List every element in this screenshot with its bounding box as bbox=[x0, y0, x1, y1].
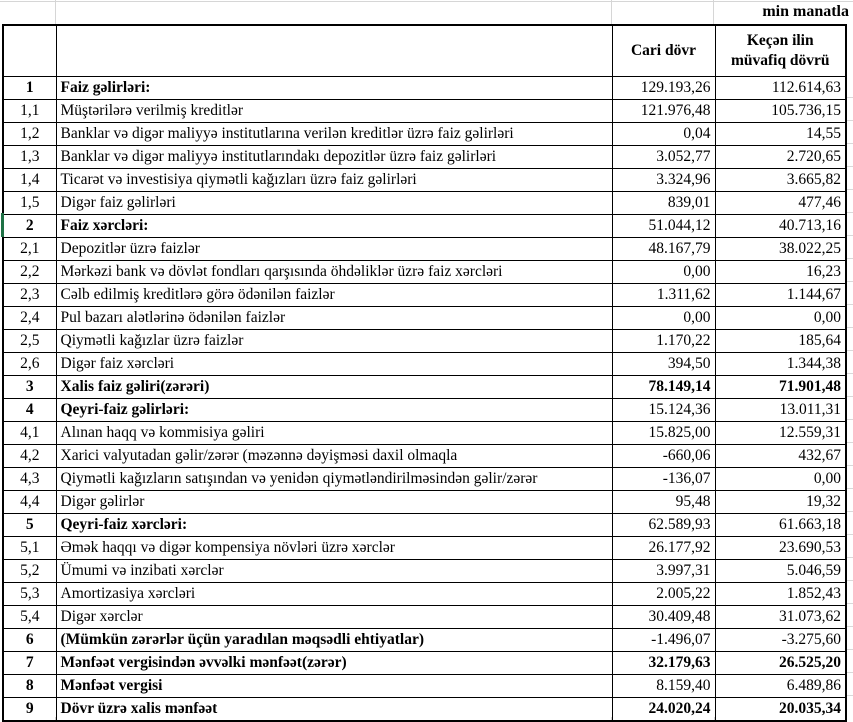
table-row bbox=[3, 399, 846, 422]
table-row bbox=[3, 238, 846, 261]
table-header bbox=[3, 25, 846, 77]
current-value-cell: 2.005,22 bbox=[612, 583, 715, 606]
row-number-cell: 5,1 bbox=[3, 537, 56, 560]
table-row bbox=[3, 491, 846, 514]
row-label-cell: Faiz gəlirləri: bbox=[56, 77, 612, 100]
current-value-cell: 0,00 bbox=[612, 261, 715, 284]
row-label-cell: Qeyri-faiz xərcləri: bbox=[56, 514, 612, 537]
previous-value-cell: 19,32 bbox=[715, 491, 846, 514]
previous-value-cell: 477,46 bbox=[715, 192, 846, 215]
row-number-cell: 6 bbox=[3, 629, 56, 652]
table-row bbox=[3, 422, 846, 445]
current-value-cell: 32.179,63 bbox=[612, 652, 715, 675]
previous-value-cell: 31.073,62 bbox=[715, 606, 846, 629]
row-number-cell: 1,1 bbox=[3, 100, 56, 123]
current-value-cell: 8.159,40 bbox=[612, 675, 715, 698]
table-row bbox=[3, 445, 846, 468]
table-row bbox=[3, 629, 846, 652]
row-number-cell: 4,3 bbox=[3, 468, 56, 491]
previous-value-cell: -3.275,60 bbox=[715, 629, 846, 652]
row-number-cell: 1,3 bbox=[3, 146, 56, 169]
table-row bbox=[3, 330, 846, 353]
row-number-cell: 1 bbox=[3, 77, 56, 100]
previous-value-cell: 61.663,18 bbox=[715, 514, 846, 537]
row-number-cell: 2,4 bbox=[3, 307, 56, 330]
current-value-cell: -1.496,07 bbox=[612, 629, 715, 652]
previous-value-cell: 185,64 bbox=[715, 330, 846, 353]
previous-value-cell: 112.614,63 bbox=[715, 77, 846, 100]
header-row bbox=[3, 25, 846, 77]
table-body bbox=[3, 77, 846, 722]
gridline-horizontal bbox=[0, 1, 853, 2]
row-label-cell: Banklar və digər maliyyə institutlarına verilən kreditlər üzrə faiz gəlirləri bbox=[56, 123, 612, 146]
table-row bbox=[3, 261, 846, 284]
row-number-cell: 9 bbox=[3, 698, 56, 722]
selection-indicator bbox=[1, 213, 4, 237]
previous-value-cell: 0,00 bbox=[715, 468, 846, 491]
current-value-cell: 24.020,24 bbox=[612, 698, 715, 722]
gridline-vertical bbox=[611, 0, 612, 24]
table-row bbox=[3, 675, 846, 698]
previous-value-cell: 432,67 bbox=[715, 445, 846, 468]
current-value-cell: 3.324,96 bbox=[612, 169, 715, 192]
previous-value-cell: 1.144,67 bbox=[715, 284, 846, 307]
previous-value-cell: 71.901,48 bbox=[715, 376, 846, 399]
current-value-cell: -136,07 bbox=[612, 468, 715, 491]
current-value-cell: 15.124,36 bbox=[612, 399, 715, 422]
row-label-cell: Digər gəlirlər bbox=[56, 491, 612, 514]
current-value-cell: 15.825,00 bbox=[612, 422, 715, 445]
previous-value-cell: 16,23 bbox=[715, 261, 846, 284]
row-number-cell: 2 bbox=[3, 215, 56, 238]
previous-value-cell: 20.035,34 bbox=[715, 698, 846, 722]
table-row bbox=[3, 215, 846, 238]
row-number-cell: 2,3 bbox=[3, 284, 56, 307]
row-label-cell: Ticarət və investisiya qiymətli kağızları üzrə faiz gəlirləri bbox=[56, 169, 612, 192]
row-number-cell: 5,4 bbox=[3, 606, 56, 629]
row-label-cell: Əmək haqqı və digər kompensiya növləri üzrə xərclər bbox=[56, 537, 612, 560]
row-number-cell: 7 bbox=[3, 652, 56, 675]
row-number-cell: 2,1 bbox=[3, 238, 56, 261]
row-number-cell: 1,4 bbox=[3, 169, 56, 192]
table-row bbox=[3, 652, 846, 675]
table-row bbox=[3, 77, 846, 100]
previous-value-cell: 14,55 bbox=[715, 123, 846, 146]
previous-value-cell: 40.713,16 bbox=[715, 215, 846, 238]
row-label-cell: Müştərilərə verilmiş kreditlər bbox=[56, 100, 612, 123]
row-number-cell: 4 bbox=[3, 399, 56, 422]
previous-value-cell: 1.344,38 bbox=[715, 353, 846, 376]
row-label-cell: Amortizasiya xərcləri bbox=[56, 583, 612, 606]
row-label-cell: Digər faiz gəlirləri bbox=[56, 192, 612, 215]
previous-value-cell: 6.489,86 bbox=[715, 675, 846, 698]
row-label-cell: Qiymətli kağızların satışından və yenidən qiymətləndirilməsindən gəlir/zərər bbox=[56, 468, 612, 491]
current-value-cell: 0,04 bbox=[612, 123, 715, 146]
row-label-cell: Dövr üzrə xalis mənfəət bbox=[56, 698, 612, 722]
current-value-cell: 1.311,62 bbox=[612, 284, 715, 307]
row-number-cell: 5,2 bbox=[3, 560, 56, 583]
row-label-cell: Ümumi və inzibati xərclər bbox=[56, 560, 612, 583]
current-value-cell: 48.167,79 bbox=[612, 238, 715, 261]
previous-value-cell: 26.525,20 bbox=[715, 652, 846, 675]
row-number-cell: 2,5 bbox=[3, 330, 56, 353]
table-row bbox=[3, 376, 846, 399]
header-previous-line2: müvafiq dövrü bbox=[730, 52, 830, 69]
previous-value-cell: 2.720,65 bbox=[715, 146, 846, 169]
table-row bbox=[3, 514, 846, 537]
gridline-row-stubs bbox=[847, 75, 853, 716]
table-row bbox=[3, 192, 846, 215]
current-value-cell: 129.193,26 bbox=[612, 77, 715, 100]
previous-value-cell: 13.011,31 bbox=[715, 399, 846, 422]
table-row bbox=[3, 537, 846, 560]
current-value-cell: 62.589,93 bbox=[612, 514, 715, 537]
table-row bbox=[3, 169, 846, 192]
row-label-cell: Alınan haqq və kommisiya gəliri bbox=[56, 422, 612, 445]
current-value-cell: 3.997,31 bbox=[612, 560, 715, 583]
income-statement-table bbox=[2, 24, 847, 722]
current-value-cell: 78.149,14 bbox=[612, 376, 715, 399]
row-label-cell: Qiymətli kağızlar üzrə faizlər bbox=[56, 330, 612, 353]
current-value-cell: 30.409,48 bbox=[612, 606, 715, 629]
previous-value-cell: 0,00 bbox=[715, 307, 846, 330]
row-label-cell: Pul bazarı alətlərinə ödənilən faizlər bbox=[56, 307, 612, 330]
table-row bbox=[3, 146, 846, 169]
table-row bbox=[3, 353, 846, 376]
previous-value-cell: 38.022,25 bbox=[715, 238, 846, 261]
header-number-cell bbox=[3, 25, 56, 77]
row-number-cell: 4,4 bbox=[3, 491, 56, 514]
gridline-vertical bbox=[55, 0, 56, 24]
row-label-cell: Mənfəət vergisindən əvvəlki mənfəət(zərər) bbox=[56, 652, 612, 675]
row-number-cell: 4,2 bbox=[3, 445, 56, 468]
current-value-cell: 0,00 bbox=[612, 307, 715, 330]
previous-value-cell: 1.852,43 bbox=[715, 583, 846, 606]
current-value-cell: 95,48 bbox=[612, 491, 715, 514]
header-previous-line1: Keçən ilin bbox=[746, 32, 814, 49]
row-number-cell: 5 bbox=[3, 514, 56, 537]
table-row bbox=[3, 100, 846, 123]
header-current-period: Cari dövr bbox=[612, 25, 715, 77]
row-number-cell: 1,5 bbox=[3, 192, 56, 215]
row-label-cell: Banklar və digər maliyyə institutlarındakı depozitlər üzrə faiz gəlirləri bbox=[56, 146, 612, 169]
table-row bbox=[3, 284, 846, 307]
unit-label: min manatla bbox=[762, 3, 849, 20]
row-label-cell: Faiz xərcləri: bbox=[56, 215, 612, 238]
table-row bbox=[3, 606, 846, 629]
header-previous-period bbox=[715, 25, 846, 77]
header-label-cell bbox=[56, 25, 612, 77]
row-label-cell: Xarici valyutadan gəlir/zərər (məzənnə dəyişməsi daxil olmaqla bbox=[56, 445, 612, 468]
row-label-cell: Xalis faiz gəliri(zərəri) bbox=[56, 376, 612, 399]
row-label-cell: Depozitlər üzrə faizlər bbox=[56, 238, 612, 261]
previous-value-cell: 12.559,31 bbox=[715, 422, 846, 445]
current-value-cell: 51.044,12 bbox=[612, 215, 715, 238]
table-row bbox=[3, 307, 846, 330]
table-row bbox=[3, 468, 846, 491]
table-row bbox=[3, 583, 846, 606]
table-row bbox=[3, 123, 846, 146]
current-value-cell: 839,01 bbox=[612, 192, 715, 215]
current-value-cell: 3.052,77 bbox=[612, 146, 715, 169]
previous-value-cell: 105.736,15 bbox=[715, 100, 846, 123]
row-number-cell: 1,2 bbox=[3, 123, 56, 146]
table-row bbox=[3, 698, 846, 722]
current-value-cell: 26.177,92 bbox=[612, 537, 715, 560]
previous-value-cell: 5.046,59 bbox=[715, 560, 846, 583]
row-number-cell: 5,3 bbox=[3, 583, 56, 606]
row-label-cell: Mənfəət vergisi bbox=[56, 675, 612, 698]
current-value-cell: 1.170,22 bbox=[612, 330, 715, 353]
previous-value-cell: 3.665,82 bbox=[715, 169, 846, 192]
current-value-cell: 394,50 bbox=[612, 353, 715, 376]
row-label-cell: Digər xərclər bbox=[56, 606, 612, 629]
row-label-cell: Qeyri-faiz gəlirləri: bbox=[56, 399, 612, 422]
row-label-cell: (Mümkün zərərlər üçün yaradılan məqsədli ehtiyatlar) bbox=[56, 629, 612, 652]
current-value-cell: 121.976,48 bbox=[612, 100, 715, 123]
row-label-cell: Digər faiz xərcləri bbox=[56, 353, 612, 376]
row-number-cell: 2,6 bbox=[3, 353, 56, 376]
row-label-cell: Mərkəzi bank və dövlət fondları qarşısında öhdəliklər üzrə faiz xərcləri bbox=[56, 261, 612, 284]
row-number-cell: 4,1 bbox=[3, 422, 56, 445]
row-number-cell: 8 bbox=[3, 675, 56, 698]
current-value-cell: -660,06 bbox=[612, 445, 715, 468]
gridline-vertical bbox=[713, 0, 714, 24]
row-label-cell: Cəlb edilmiş kreditlərə görə ödənilən faizlər bbox=[56, 284, 612, 307]
row-number-cell: 3 bbox=[3, 376, 56, 399]
row-number-cell: 2,2 bbox=[3, 261, 56, 284]
table-row bbox=[3, 560, 846, 583]
previous-value-cell: 23.690,53 bbox=[715, 537, 846, 560]
